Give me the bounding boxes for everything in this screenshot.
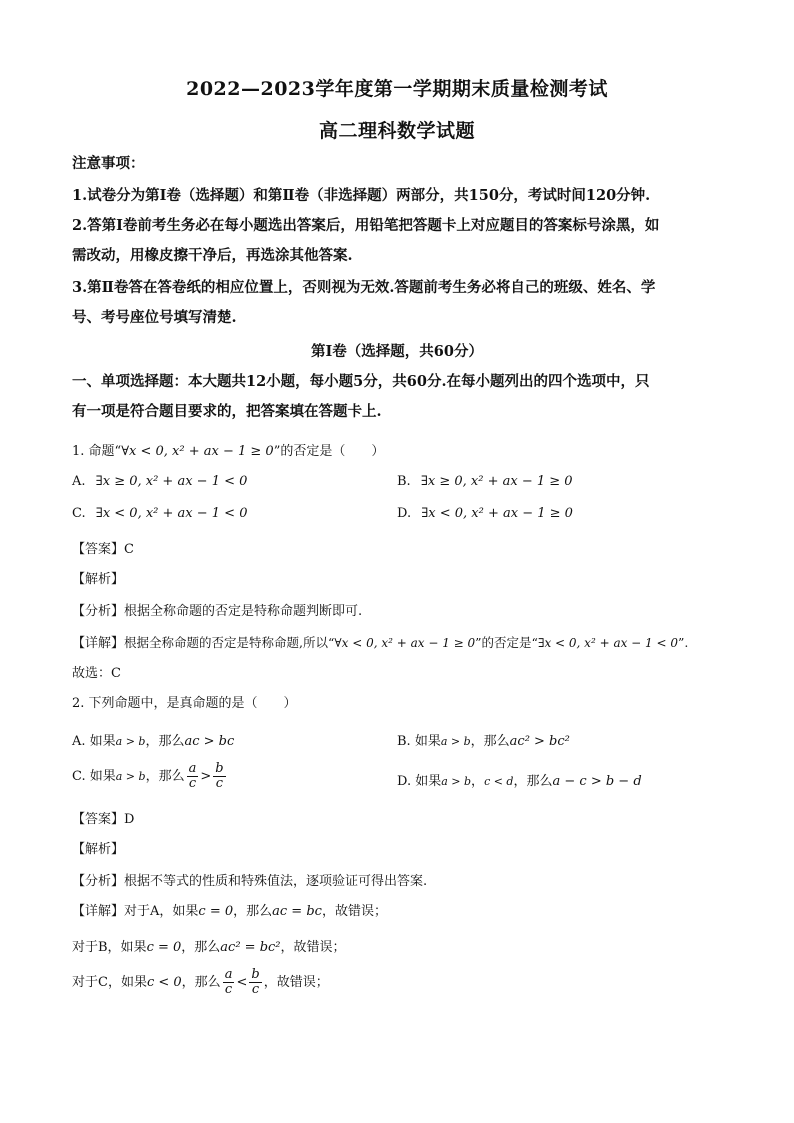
- q1-fenxi-tag: 【分析】: [72, 604, 125, 619]
- q2-detail-b-text-2: ，那么: [181, 940, 221, 955]
- q1-detail-tag: 【详解】: [72, 636, 125, 651]
- q2-detail-c-fraction-2-den: c: [251, 982, 260, 997]
- section-title: 第Ⅰ卷（选择题，共60分）: [311, 343, 483, 360]
- q2-option-c-cond: a > b: [115, 770, 146, 783]
- q1-fenxi: [72, 600, 362, 619]
- q2-detail-c-fraction-2-num: b: [251, 967, 260, 982]
- q2-option-c-fraction-2-num: b: [215, 761, 224, 776]
- q2-option-c-fraction-2-den: c: [215, 776, 224, 791]
- q2-option-a-mid: ，那么: [145, 734, 185, 749]
- q2-option-c-fraction-1-num: a: [188, 761, 197, 776]
- q2-answer: [72, 808, 134, 827]
- q2-detail-c-op: <: [236, 975, 248, 990]
- q2-option-b-result: ac² > bc²: [509, 734, 570, 749]
- q1-option-c-text: ∃x < 0, x² + ax − 1 < 0: [95, 506, 248, 521]
- q2-detail-b-math-2: ac² = bc²: [220, 940, 281, 955]
- q2-detail-c-fraction-1: [223, 968, 235, 997]
- q1-stem-math: ∀x < 0, x² + ax − 1 ≥ 0: [121, 444, 274, 459]
- q2-option-d-cond-1: a > b: [441, 775, 472, 788]
- q2-fenxi: [72, 870, 427, 889]
- q2-answer-value: D: [124, 812, 135, 827]
- q2-option-c-label: C. 如果: [72, 769, 116, 784]
- section-instruction-line-2: 有一项是符合题目要求的，把答案填在答题卡上.: [72, 403, 382, 420]
- q2-detail-c-math-1: c < 0: [146, 975, 182, 990]
- q1-stem-prefix: 1. 命题“: [72, 444, 122, 459]
- q1-detail-math-1: ∀x < 0, x² + ax − 1 ≥ 0: [334, 636, 476, 650]
- note-item-3-line-2: 号、考号座位号填写清楚.: [72, 309, 237, 326]
- q1-fenxi-text: 根据全称命题的否定是特称命题判断即可.: [124, 604, 363, 619]
- q1-answer-tag: 【答案】: [72, 542, 125, 557]
- q2-detail-a-math-2: ac = bc: [272, 904, 322, 919]
- q2-option-b-mid: ，那么: [470, 734, 510, 749]
- q1-option-b-label: B.: [397, 474, 411, 489]
- q2-fenxi-text: 根据不等式的性质和特殊值法，逐项验证可得出答案.: [124, 874, 428, 889]
- q2-option-d-sep: ，: [471, 774, 485, 789]
- q2-option-b-cond: a > b: [440, 735, 471, 748]
- exam-subtitle: 高二理科数学试题: [318, 120, 475, 142]
- q1-option-a: [72, 474, 247, 489]
- section-instruction-line-1: 一、单项选择题：本大题共12小题，每小题5分，共60分.在每小题列出的四个选项中，只: [72, 373, 650, 390]
- q2-detail-b: [72, 936, 346, 955]
- note-item-2-line-2: 需改动，用橡皮擦干净后，再选涂其他答案.: [72, 247, 353, 264]
- q2-option-c-op: >: [200, 769, 212, 784]
- q2-detail-c-fraction-1-num: a: [224, 967, 233, 982]
- q2-option-a: [72, 730, 234, 749]
- q1-option-d-text: ∃x < 0, x² + ax − 1 ≥ 0: [421, 506, 573, 521]
- question-2-stem: 2. 下列命题中，是真命题的是（ ）: [72, 696, 297, 711]
- q2-detail-a-text-3: ，故错误；: [321, 904, 387, 919]
- exam-title: 2022—2023学年度第一学期期末质量检测考试: [186, 78, 608, 100]
- q2-option-d-mid: ，那么: [513, 774, 553, 789]
- q1-stem-suffix: ”的否定是（ ）: [273, 444, 385, 459]
- q2-detail-c-fraction-2: [249, 968, 261, 997]
- q1-option-c: [72, 506, 247, 521]
- q2-option-a-cond: a > b: [115, 735, 146, 748]
- q2-detail-c: [72, 968, 329, 997]
- q2-option-c-mid: ，那么: [145, 769, 185, 784]
- q2-option-c-fraction-2: [213, 762, 225, 791]
- q1-detail-math-2: ∃x < 0, x² + ax − 1 < 0: [537, 636, 678, 650]
- q2-option-a-label: A. 如果: [72, 734, 116, 749]
- q1-option-a-label: A.: [72, 474, 86, 489]
- q2-detail-c-text-2: ，那么: [181, 975, 221, 990]
- note-item-3-line-1: 3.第Ⅱ卷答在答卷纸的相应位置上，否则视为无效.答题前考生务必将自己的班级、姓名、学: [72, 279, 656, 296]
- q2-detail-b-text-3: ，故错误；: [280, 940, 346, 955]
- q2-detail-c-fraction-1-den: c: [224, 982, 233, 997]
- question-1-stem: [72, 440, 384, 459]
- q2-option-d: [397, 770, 642, 789]
- q2-detail-a-text-2: ，那么: [233, 904, 273, 919]
- q1-detail-b: ”的否定是“: [475, 635, 538, 650]
- q1-option-d-label: D.: [397, 506, 412, 521]
- q2-detail-a: [72, 900, 387, 919]
- q1-answer: [72, 538, 134, 557]
- q1-detail-a: 根据全称命题的否定是特称命题,所以“: [124, 635, 335, 650]
- q1-detail: [72, 632, 688, 651]
- q2-option-d-cond-2: c < d: [484, 775, 514, 788]
- q2-option-b-label: B. 如果: [397, 734, 441, 749]
- q2-detail-a-math-1: c = 0: [198, 904, 234, 919]
- q2-fenxi-tag: 【分析】: [72, 874, 125, 889]
- q2-answer-tag: 【答案】: [72, 812, 125, 827]
- q1-option-b-text: ∃x ≥ 0, x² + ax − 1 ≥ 0: [420, 474, 573, 489]
- q2-option-c-fraction-1-den: c: [188, 776, 197, 791]
- q2-detail-a-text-1: 对于A，如果: [124, 904, 199, 919]
- note-item-2-line-1: 2.答第Ⅰ卷前考生务必在每小题选出答案后，用铅笔把答题卡上对应题目的答案标号涂黑，如: [72, 217, 660, 234]
- q2-option-c-fraction-1: [187, 762, 199, 791]
- q1-choose: 故选：C: [72, 666, 121, 681]
- q2-option-d-label: D. 如果: [397, 774, 442, 789]
- q1-detail-c: ”.: [678, 635, 689, 650]
- q2-option-d-result: a − c > b − d: [552, 774, 642, 789]
- q1-analysis-tag: 【解析】: [72, 572, 125, 587]
- q2-option-b: [397, 730, 570, 749]
- q2-detail-b-text-1: 对于B，如果: [72, 940, 147, 955]
- q2-option-c: [72, 762, 228, 791]
- q1-option-d: [397, 506, 573, 521]
- q2-detail-tag: 【详解】: [72, 904, 125, 919]
- q2-detail-c-text-1: 对于C，如果: [72, 975, 147, 990]
- q2-option-a-result: ac > bc: [184, 734, 235, 749]
- q2-detail-b-math-1: c = 0: [146, 940, 182, 955]
- q1-option-b: [397, 474, 573, 489]
- q1-option-a-text: ∃x ≥ 0, x² + ax − 1 < 0: [95, 474, 248, 489]
- q2-detail-c-text-3: ，故错误；: [263, 975, 329, 990]
- q1-answer-value: C: [124, 542, 134, 557]
- notes-heading: 注意事项：: [72, 155, 145, 172]
- q2-analysis-tag: 【解析】: [72, 842, 125, 857]
- q1-option-c-label: C.: [72, 506, 86, 521]
- note-item-1: 1.试卷分为第Ⅰ卷（选择题）和第Ⅱ卷（非选择题）两部分，共150分，考试时间120分钟.: [72, 187, 651, 204]
